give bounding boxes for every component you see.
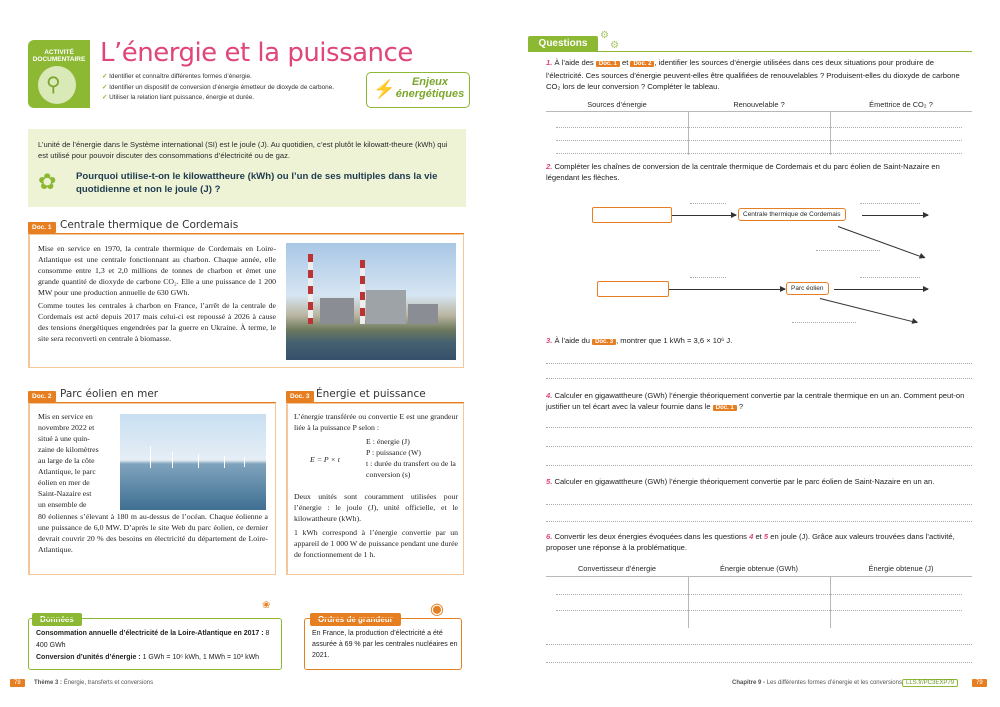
answer-line[interactable] bbox=[546, 363, 972, 364]
ordres-tag: Ordres de grandeur bbox=[310, 613, 401, 626]
donnees-l1-value: 8 400 GWh bbox=[36, 630, 270, 649]
question-4: 4. Calculer en gigawattheure (GWh) l’énergie théoriquement convertie par la centrale thermique en un an. Comment peut-on justifier un tel écart avec la valeur fournie dans le Doc. 1 ? bbox=[546, 391, 965, 411]
answer-line[interactable] bbox=[546, 662, 972, 663]
doc-ref-4[interactable]: Doc. 1 bbox=[713, 405, 737, 411]
legend-time: t : durée du transfert ou de la conversion (s) bbox=[366, 459, 456, 479]
badge-line1: ACTIVITÉ bbox=[44, 49, 74, 56]
doc-ref-2[interactable]: Doc. 2 bbox=[630, 61, 654, 67]
questions-rule bbox=[528, 51, 972, 52]
doc3-title: Énergie et puissance bbox=[316, 388, 426, 400]
doc1-paragraph1: Mise en service en 1970, la centrale thermique de Cordemais en Loire-Atlantique est une centrale fonctionnant au charbon. Chaque année, elle consomme entre 1,3 et 2,0 millions de tonnes de charbon et émet une grande quantité de dioxyde de carbone CO₂. Elle a une puissance de 1 200 MW pour une production annuelle de 630 GWh. bbox=[38, 244, 276, 297]
answer-line[interactable] bbox=[556, 610, 962, 611]
doc1-text bbox=[38, 243, 276, 344]
answer-line[interactable] bbox=[546, 465, 972, 466]
doc2-tag: Doc. 2 bbox=[28, 391, 56, 402]
doc2-line: Atlantique, le parc bbox=[38, 467, 96, 476]
table2-col: Convertisseur d’énergie bbox=[577, 564, 657, 573]
doc3-paragraph3: 1 kWh correspond à l’énergie convertie par un appareil de 1 000 W de puissance pendant une durée de fonctionnement de 1 h. bbox=[294, 528, 458, 559]
page-title: L’énergie et la puissance bbox=[100, 38, 413, 68]
badge-line2: DOCUMENTAIRE bbox=[32, 56, 86, 64]
cordemais-photo bbox=[286, 243, 456, 360]
donnees-tag: Données bbox=[32, 613, 82, 626]
donnees-text bbox=[36, 628, 278, 664]
objective-item: ✓ Utiliser la relation liant puissance, énergie et durée. bbox=[102, 93, 334, 104]
donnees-l2-value: 1 GWh = 10⁶ kWh, 1 MWh = 10³ kWh bbox=[142, 654, 260, 661]
chain1-arrow-out bbox=[862, 215, 928, 216]
question-2: 2. Compléter les chaînes de conversion de la centrale thermique de Cordemais et du parc éolien de Saint-Nazaire en légendant les flèches. bbox=[546, 162, 940, 182]
objectives-list bbox=[102, 72, 334, 104]
chain1-arrow-down bbox=[838, 226, 925, 258]
answer-line[interactable] bbox=[546, 504, 972, 505]
enjeux-line2: énergétiques bbox=[395, 88, 465, 100]
doc2-title: Parc éolien en mer bbox=[60, 388, 159, 400]
baby-icon: ❀ bbox=[262, 600, 271, 611]
doc-ref-3[interactable]: Doc. 3 bbox=[592, 339, 616, 345]
answer-line[interactable] bbox=[546, 644, 972, 645]
table2-header bbox=[546, 564, 972, 573]
formula: E = P × t bbox=[310, 455, 340, 464]
doc-ref-1[interactable]: Doc. 1 bbox=[596, 61, 620, 67]
intro-text: L’unité de l’énergie dans le Système international (SI) est le joule (J). Au quotidien, c’est plutôt le kilowatt-theure (kWh) qui est utilisé pour pouvoir discuter des consommations d’électricité ou de gaz. bbox=[38, 140, 448, 160]
objective-item: ✓ Identifier un dispositif de conversion d’énergie émetteur de dioxyde de carbone. bbox=[102, 83, 334, 94]
objective-item: ✓ Identifier et connaître différentes formes d’énergie. bbox=[102, 72, 334, 83]
answer-line[interactable] bbox=[556, 153, 962, 154]
doc2-line: Saint-Nazaire est bbox=[38, 489, 92, 498]
doc2-line: éolien en mer de bbox=[38, 478, 90, 487]
answer-line[interactable] bbox=[546, 378, 972, 379]
chain1-arrow-in bbox=[672, 215, 736, 216]
table1-col: Renouvelable ? bbox=[733, 100, 785, 109]
windfarm-photo bbox=[120, 414, 266, 510]
magnifier-icon: ⚲ bbox=[46, 74, 61, 96]
doc2-line: Mis en service en bbox=[38, 412, 93, 421]
answer-line[interactable] bbox=[556, 127, 962, 128]
doc3-paragraph2: Deux unités sont couramment utilisées pour l’énergie : le joule (J), unité officielle, et le kilowattheure (kWh). bbox=[294, 492, 458, 523]
chain2-label: Parc éolien bbox=[786, 282, 829, 295]
doc2-line: au large de la côte bbox=[38, 456, 95, 465]
questions-header: Questions bbox=[528, 36, 598, 51]
answer-line[interactable] bbox=[546, 446, 972, 447]
enjeux-box bbox=[366, 72, 470, 108]
chain1-label: Centrale thermique de Cordemais bbox=[738, 208, 846, 221]
question-3: 3. À l’aide du Doc. 3 , montrer que 1 kWh = 3,6 × 10⁶ J. bbox=[546, 336, 733, 345]
enjeux-line1: Enjeux bbox=[411, 76, 449, 88]
table2-rule bbox=[546, 576, 972, 577]
answer-line[interactable] bbox=[546, 521, 972, 522]
doc2-line: novembre 2022 et bbox=[38, 423, 95, 432]
chain2-input-box[interactable] bbox=[597, 281, 669, 297]
table1-col: Sources d’énergie bbox=[587, 100, 647, 109]
resource-link[interactable]: LLS.fr/PC3EXP79 bbox=[902, 679, 958, 687]
chain2-arrow-out bbox=[834, 289, 928, 290]
table1-col: Émettrice de CO₂ ? bbox=[869, 100, 933, 109]
problem-statement: Pourquoi utilise-t-on le kilowattheure (kWh) ou l’un de ses multiples dans la vie quotidienne et non le joule (J) ? bbox=[76, 171, 438, 195]
leaf-icon: ✿ bbox=[38, 169, 57, 194]
doc2-rest: 80 éoliennes s’élevant à 180 m au-dessus de l’océan. Chaque éolienne a une puissance de 6,0 MW. D’après le site Web du parc éolien, ce dernier devrait couvrir 20 % des besoins en électricité du département de Loire-Atlantique. bbox=[38, 512, 268, 554]
footer-right: Chapitre 9 - Les différentes formes d’énergie et les conversions bbox=[732, 680, 902, 686]
question-1: 1. À l’aide des Doc. 1 et Doc. 2 , identifier les sources d’énergie utilisées dans ces deux situations pour produire de l’électricité. Ces sources d’énergie peuvent-elles être qualifiées de renouvelables ? Produisent-elles du dioxyde de carbone CO₂ lors de leur conversion ? Compléter le tableau. bbox=[546, 58, 960, 91]
page-number-right: 79 bbox=[972, 679, 987, 687]
legend-power: P : puissance (W) bbox=[366, 448, 421, 457]
question-5: 5. Calculer en gigawattheure (GWh) l’énergie théoriquement convertie par le parc éolien de Saint-Nazaire en un an. bbox=[546, 477, 935, 486]
table1-header bbox=[546, 100, 972, 109]
doc3-tag: Doc. 3 bbox=[286, 391, 314, 402]
legend-energy: E : énergie (J) bbox=[366, 437, 410, 446]
intro-box bbox=[28, 129, 466, 207]
answer-line[interactable] bbox=[556, 594, 962, 595]
footer-left: Thème 3 : Énergie, transferts et conversions bbox=[34, 680, 154, 686]
table2-col: Énergie obtenue (J) bbox=[868, 564, 934, 573]
table2-col: Énergie obtenue (GWh) bbox=[719, 564, 799, 573]
doc3-paragraph1: L’énergie transférée ou convertie E est une grandeur liée à la puissance P selon : bbox=[294, 412, 458, 432]
chain2-arrow-down bbox=[820, 298, 917, 323]
question-6: 6. Convertir les deux énergies évoquées dans les questions 4 et 5 en joule (J). Grâce aux valeurs trouvées dans l’activité, proposer une réponse à la problématique. bbox=[546, 532, 955, 552]
elephant-icon: ◉ bbox=[430, 601, 444, 618]
page-number-left: 78 bbox=[10, 679, 25, 687]
answer-line[interactable] bbox=[546, 427, 972, 428]
chain2-arrow-in bbox=[669, 289, 785, 290]
pylon-icon: ⚡ bbox=[373, 79, 396, 99]
answer-line[interactable] bbox=[556, 140, 962, 141]
doc2-wrap-text bbox=[38, 411, 118, 510]
gear-icon: ⚙ bbox=[600, 30, 609, 41]
table1-rule bbox=[546, 111, 972, 112]
doc2-line: situé à une quin- bbox=[38, 434, 90, 443]
chain1-input-box[interactable] bbox=[592, 207, 672, 223]
donnees-l1-label: Consommation annuelle d’électricité de la Loire-Atlantique en 2017 : bbox=[36, 630, 264, 637]
donnees-l2-label: Conversion d’unités d’énergie : bbox=[36, 654, 141, 661]
doc3-text bbox=[294, 411, 458, 560]
doc1-tag: Doc. 1 bbox=[28, 222, 56, 233]
doc2-line: un ensemble de bbox=[38, 500, 87, 509]
doc2-line: zaine de kilomètres bbox=[38, 445, 99, 454]
gear-icon: ⚙ bbox=[610, 40, 619, 51]
doc1-paragraph2: Comme toutes les centrales à charbon en France, l’arrêt de la centrale de Cordemais est acté depuis 2017 mais celui-ci est repoussé à 2026 à cause des tensions énergétiques engendrées par la guerre en Ukraine. À terme, le site sera reconverti en centrale à biomasse. bbox=[38, 301, 276, 343]
ordres-text: En France, la production d’électricité a été assurée à 69 % par les centrales nucléaires en 2021. bbox=[312, 630, 458, 659]
doc1-title: Centrale thermique de Cordemais bbox=[60, 219, 239, 231]
